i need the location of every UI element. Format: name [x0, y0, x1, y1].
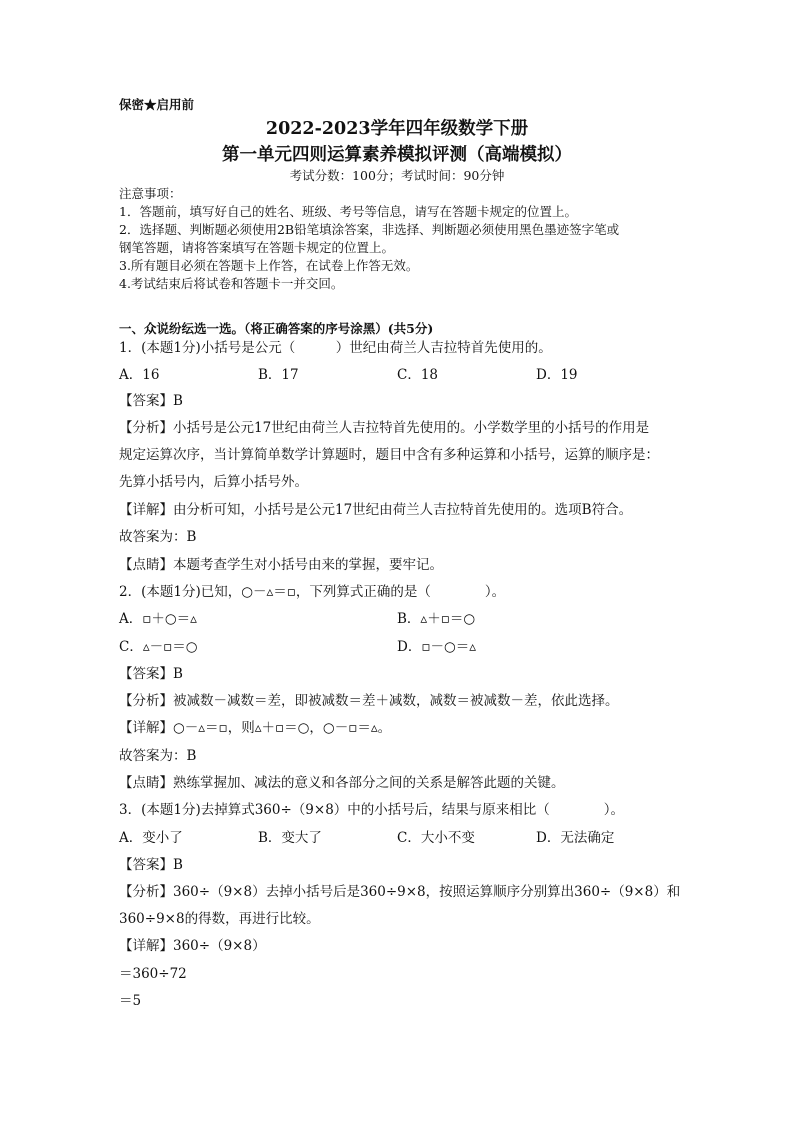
q2-option-b: B．▵＋▫＝○: [397, 611, 476, 627]
question-2-stem: 2．(本题1分)已知，○－▵＝▫，下列算式正确的是（ ）。: [119, 584, 506, 600]
note-item: 4.考试结束后将试卷和答题卡一并交回。: [119, 276, 344, 291]
note-item: 3.所有题目必须在答题卡上作答，在试卷上作答无效。: [119, 258, 419, 273]
section-heading: 一、众说纷纭选一选。（将正确答案的序号涂黑）(共5分): [119, 321, 434, 336]
q2-conclusion: 故答案为：B: [119, 748, 197, 764]
q1-option-d: D．19: [536, 367, 578, 383]
question-1-stem: 1．(本题1分)小括号是公元（ ）世纪由荷兰人吉拉特首先使用的。: [119, 340, 552, 356]
q3-detail: 【详解】360÷（9×8）: [119, 938, 266, 954]
q1-option-a: A．16: [119, 367, 160, 383]
q1-option-b: B．17: [258, 367, 299, 383]
question-3-stem: 3．(本题1分)去掉算式360÷（9×8）中的小括号后，结果与原来相比（ ）。: [119, 802, 625, 818]
exam-info: 考试分数：100分；考试时间：90分钟: [289, 168, 505, 183]
q2-option-d: D．▫－○＝▵: [397, 639, 477, 655]
q3-analysis-line: 360÷9×8的得数，再进行比较。: [119, 911, 320, 927]
q1-analysis-line: 先算小括号内，后算小括号外。: [119, 474, 308, 490]
q3-analysis-line: 【分析】360÷（9×8）去掉小括号后是360÷9×8，按照运算顺序分别算出360÷（9×8）和: [119, 884, 681, 900]
q1-detail: 【详解】由分析可知，小括号是公元17世纪由荷兰人吉拉特首先使用的。选项B符合。: [119, 502, 633, 518]
q1-comment: 【点睛】本题考查学生对小括号由来的掌握，要牢记。: [119, 557, 443, 573]
q1-option-c: C．18: [397, 367, 439, 383]
q3-option-c: C．大小不变: [397, 830, 475, 846]
q1-analysis-line: 【分析】小括号是公元17世纪由荷兰人吉拉特首先使用的。小学数学里的小括号的作用是: [119, 420, 650, 436]
q1-analysis-line: 规定运算次序，当计算简单数学计算题时，题目中含有多种运算和小括号，运算的顺序是：: [119, 447, 659, 463]
note-item: 钢笔答题，请将答案填写在答题卡规定的位置上。: [119, 240, 395, 255]
notes-heading: 注意事项：: [119, 186, 182, 201]
q3-step: ＝360÷72: [119, 966, 187, 982]
q2-option-a: A．▫＋○＝▵: [119, 611, 197, 627]
q3-option-b: B．变大了: [258, 830, 322, 846]
exam-title: 2022-2023学年四年级数学下册: [265, 119, 529, 139]
q2-comment: 【点睛】熟练掌握加、减法的意义和各部分之间的关系是解答此题的关键。: [119, 775, 565, 791]
q1-answer: 【答案】B: [119, 393, 183, 409]
q2-analysis: 【分析】被减数－减数＝差，即被减数＝差＋减数，减数＝被减数－差，依此选择。: [119, 693, 619, 709]
confidential-label: 保密★启用前: [119, 97, 195, 112]
q2-detail: 【详解】○－▵＝▫，则▵＋▫＝○，○－▫＝▵。: [119, 720, 392, 736]
q2-option-c: C．▵－▫＝○: [119, 639, 198, 655]
note-item: 1．答题前，填写好自己的姓名、班级、考号等信息，请写在答题卡规定的位置上。: [119, 204, 577, 219]
note-item: 2．选择题、判断题必须使用2B铅笔填涂答案，非选择、判断题必须使用黑色墨迹签字笔或: [119, 222, 620, 237]
exam-subtitle: 第一单元四则运算素养模拟评测（高端模拟）: [222, 145, 572, 165]
q3-answer: 【答案】B: [119, 857, 183, 873]
q3-option-a: A．变小了: [119, 830, 183, 846]
q3-step: ＝5: [119, 993, 142, 1009]
q1-conclusion: 故答案为：B: [119, 529, 197, 545]
q2-answer: 【答案】B: [119, 666, 183, 682]
q3-option-d: D．无法确定: [536, 830, 615, 846]
